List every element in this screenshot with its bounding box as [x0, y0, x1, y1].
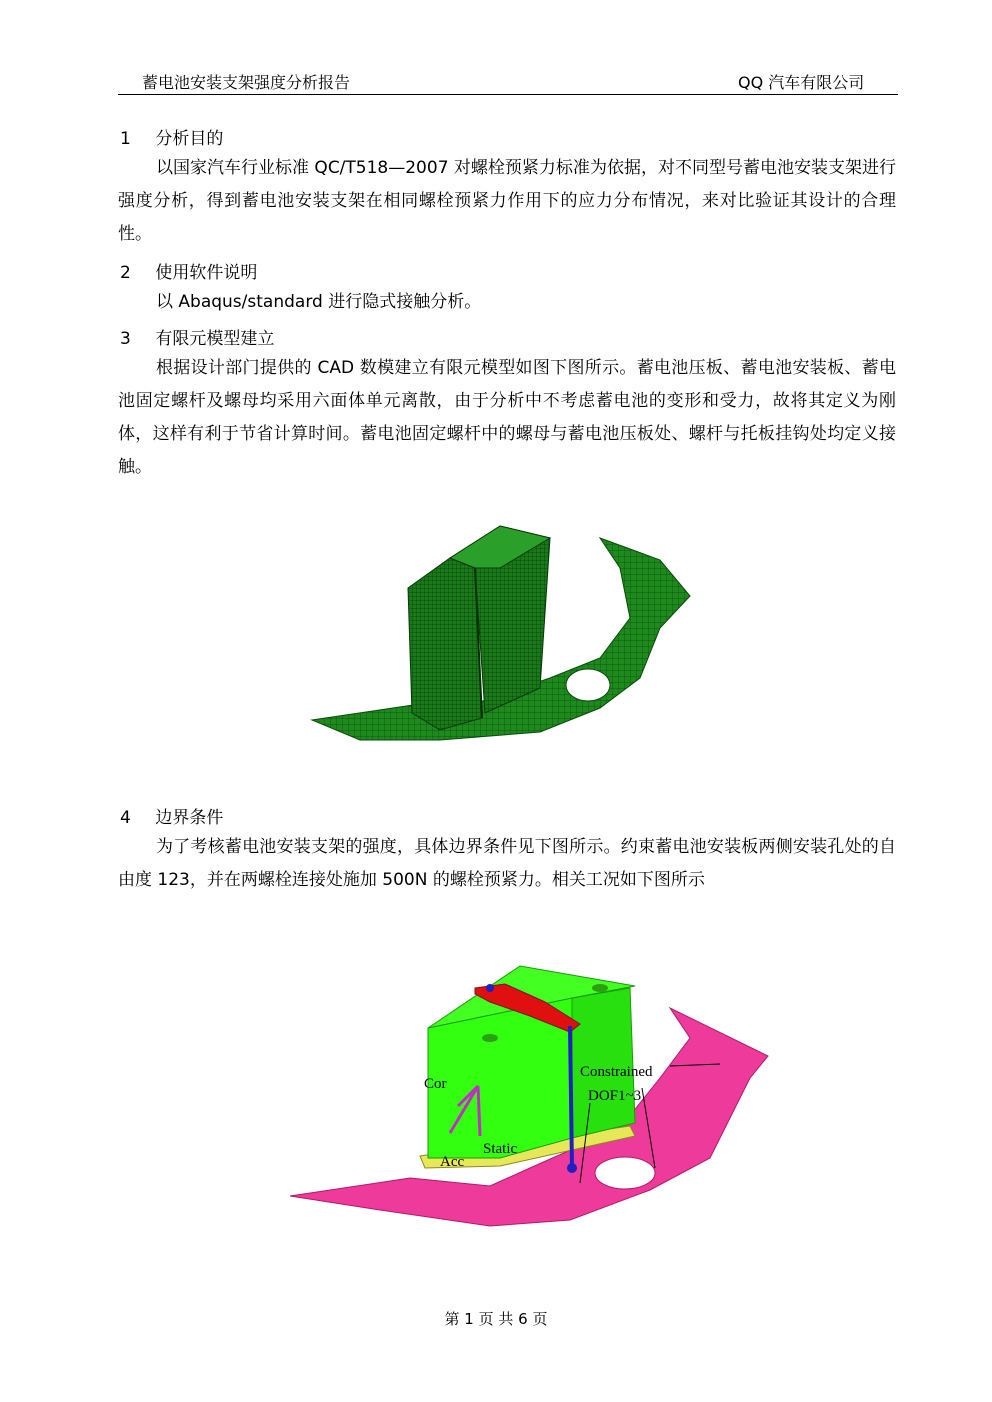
fixing-bolt	[570, 1026, 572, 1168]
section-number: 3	[120, 329, 131, 349]
section-title: 边界条件	[155, 808, 224, 828]
section-title: 使用软件说明	[155, 263, 258, 283]
label-cor: Cor	[424, 1076, 447, 1092]
section-paragraph-4: 为了考核蓄电池安装支架的强度，具体边界条件见下图所示。约束蓄电池安装板两侧安装孔处的自由度 123，并在两螺栓连接处施加 500N 的螺栓预紧力。相关工况如下图所示	[118, 837, 896, 890]
bracket-hole	[595, 1157, 655, 1189]
section-heading-4	[120, 803, 223, 828]
battery-terminal	[592, 984, 608, 992]
battery-terminal	[482, 1034, 498, 1042]
label-static: Static	[483, 1141, 518, 1157]
static-arrow	[478, 1086, 480, 1136]
section-title: 分析目的	[155, 129, 224, 149]
section-paragraph-3: 根据设计部门提供的 CAD 数模建立有限元模型如图下图所示。蓄电池压板、蓄电池安装板、蓄电池固定螺杆及螺母均采用六面体单元离散，由于分析中不考虑蓄电池的变形和受力，故将其定义为刚体，这样有利于节省计算时间。蓄电池固定螺杆中的螺母与蓄电池压板处、螺杆与托板挂钩处均定义接触。	[118, 358, 896, 477]
section-heading-3	[120, 324, 274, 349]
label-constrained: Constrained	[580, 1064, 653, 1080]
section-paragraph-2: 以 Abaqus/standard 进行隐式接触分析。	[156, 292, 482, 312]
section-number: 1	[120, 129, 131, 149]
section-title: 有限元模型建立	[155, 329, 275, 349]
page-footer: 第 1 页 共 6 页	[444, 1310, 548, 1328]
section-heading-2	[120, 258, 257, 283]
section-heading-1	[120, 124, 223, 149]
mesh-floor-hole	[566, 669, 610, 701]
section-paragraph-1: 以国家汽车行业标准 QC/T518—2007 对螺栓预紧力标准为依据，对不同型号蓄电池安装支架进行强度分析，得到蓄电池安装支架在相同螺栓预紧力作用下的应力分布情况，来对比验证其设计的合理性。	[118, 158, 896, 244]
boundary-condition-figure	[290, 958, 780, 1258]
header-title: 蓄电池安装支架强度分析报告	[142, 73, 351, 92]
mesh-battery-left	[408, 558, 482, 730]
fe-mesh-figure	[300, 508, 700, 758]
battery-side	[572, 988, 635, 1138]
label-dof: DOF1~3	[588, 1088, 642, 1104]
header-divider	[118, 94, 898, 95]
label-acc: Acc	[440, 1154, 465, 1170]
section-number: 4	[120, 808, 131, 828]
section-number: 2	[120, 263, 131, 283]
header-company: QQ 汽车有限公司	[738, 73, 865, 92]
